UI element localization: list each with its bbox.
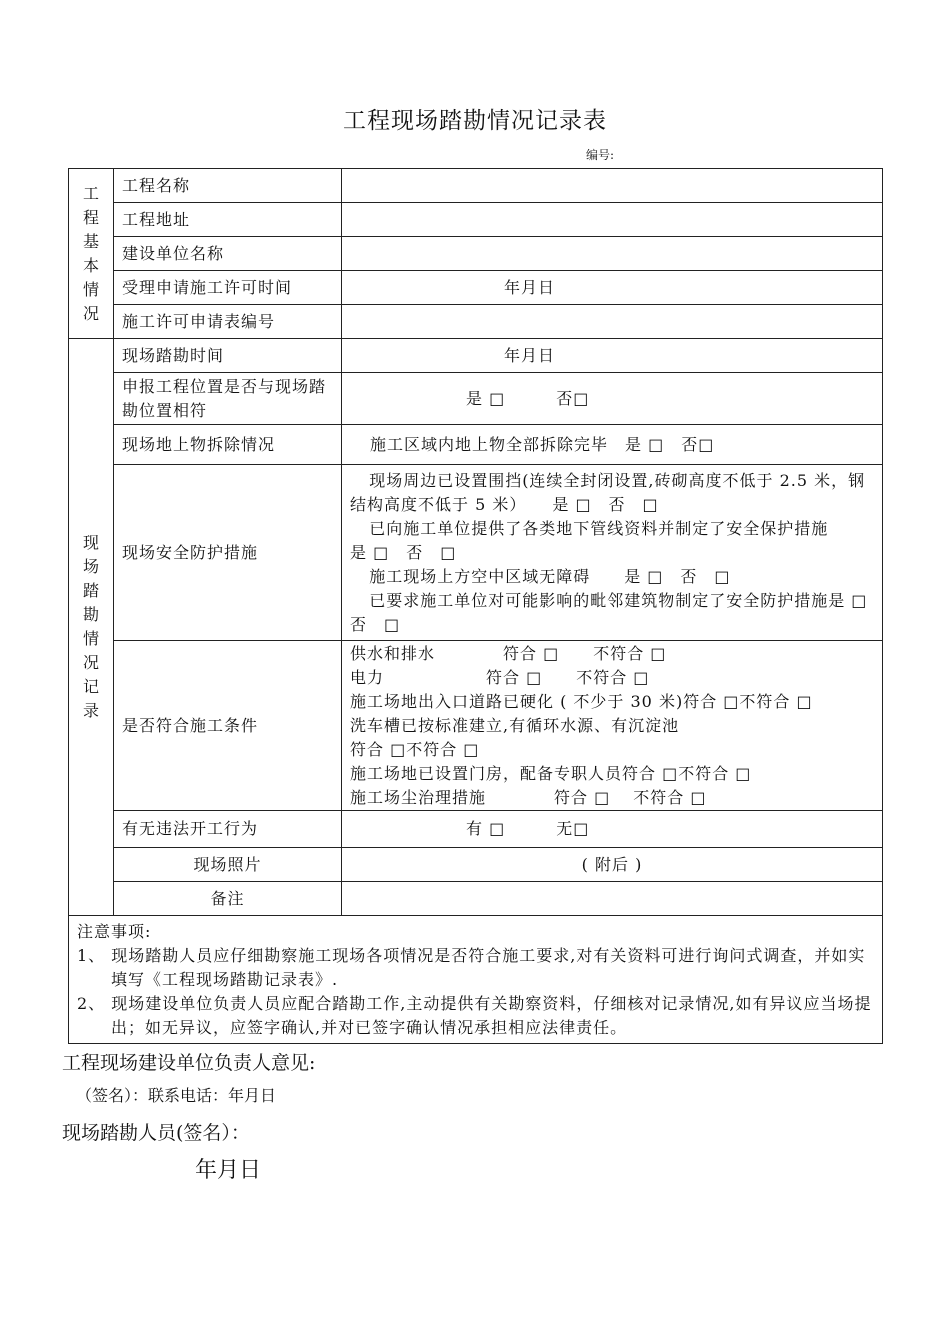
developer-opinion-label: 工程现场建设单位负责人意见: [62, 1052, 316, 1074]
value-project-address[interactable] [342, 203, 883, 237]
value-permit-accept-date[interactable]: 年月日 [342, 271, 883, 305]
note-item: 2、 现场建设单位负责人员应配合踏勘工作,主动提供有关勘察资料，仔细核对记录情况,如有异议应当场提出；如无异议，应签字确认,并对已签字确认情况承担相应法律责任。 [77, 993, 872, 1037]
value-location-match[interactable]: 是 □ 否□ [342, 373, 883, 425]
label-permit-app-number: 施工许可申请表编号 [114, 305, 342, 339]
note-item: 1、 现场踏勘人员应仔细勘察施工现场各项情况是否符合施工要求,对有关资料可进行询问式调查，并如实填写《工程现场踏勘记录表》. [77, 945, 866, 989]
form-title: 工程现场踏勘情况记录表 [343, 108, 607, 134]
condition-item: 电力 符合 □ 不符合 □ [350, 668, 650, 687]
value-safety-measures[interactable] [342, 465, 931, 641]
group-basic-info: 工程基本情况 [69, 169, 114, 339]
value-survey-date[interactable]: 年月日 [342, 339, 883, 373]
notes-section [69, 916, 883, 1044]
safety-item: 已要求施工单位对可能影响的毗邻建筑物制定了安全防护措施是 □ 否 □ [350, 590, 885, 634]
sign-contact-line: （签名）：联系电话：年月日 [76, 1086, 277, 1105]
safety-item: 现场周边已设置围挡(连续全封闭设置,砖砌高度不低于 2.5 米，钢结构高度不低于 5 米） 是 □ 否 □ [350, 470, 866, 514]
condition-item: 施工场地出入口道路已硬化 ( 不少于 30 米)符合 □不符合 □ [350, 692, 813, 711]
value-remarks[interactable] [342, 882, 883, 916]
label-project-name: 工程名称 [114, 169, 342, 203]
value-illegal-start[interactable]: 有 □ 无□ [342, 811, 883, 848]
condition-item: 施工场尘治理措施 符合 □ 不符合 □ [350, 788, 707, 807]
label-site-photos: 现场照片 [114, 848, 342, 882]
label-survey-date: 现场踏勘时间 [114, 339, 342, 373]
value-site-photos: ( 附后 ) [342, 848, 883, 882]
notes-heading: 注意事项: [77, 921, 152, 941]
safety-item: 施工现场上方空中区域无障碍 是 □ 否 □ [369, 566, 731, 586]
label-project-address: 工程地址 [114, 203, 342, 237]
doc-number-label: 编号: [586, 148, 615, 162]
value-developer-name[interactable] [342, 237, 883, 271]
survey-record-table [68, 168, 931, 1044]
group-survey-record: 现场踏勘情况记录 [69, 339, 114, 916]
surveyor-sign-label: 现场踏勘人员(签名）： [62, 1122, 250, 1144]
label-remarks: 备注 [114, 882, 342, 916]
value-permit-app-number[interactable] [342, 305, 883, 339]
label-permit-accept-date: 受理申请施工许可时间 [114, 271, 342, 305]
date-label: 年月日 [195, 1158, 262, 1183]
label-safety-measures: 现场安全防护措施 [114, 465, 342, 641]
label-illegal-start: 有无违法开工行为 [114, 811, 342, 848]
safety-item: 已向施工单位提供了各类地下管线资料并制定了安全保护措施 是 □ 否 □ [350, 518, 931, 562]
condition-item: 符合 □不符合 □ [350, 740, 480, 759]
condition-item: 施工场地已设置门房，配备专职人员符合 □不符合 □ [350, 764, 752, 783]
value-construction-conditions[interactable] [342, 641, 883, 811]
label-developer-name: 建设单位名称 [114, 237, 342, 271]
value-demolition-status[interactable]: 施工区域内地上物全部拆除完毕 是 □ 否□ [342, 425, 883, 465]
condition-item: 供水和排水 符合 □ 不符合 □ [350, 644, 667, 663]
label-location-match: 申报工程位置是否与现场踏勘位置相符 [114, 373, 342, 425]
condition-item: 洗车槽已按标准建立,有循环水源、有沉淀池 [350, 716, 680, 735]
label-construction-conditions: 是否符合施工条件 [114, 641, 342, 811]
label-demolition-status: 现场地上物拆除情况 [114, 425, 342, 465]
value-project-name[interactable] [342, 169, 883, 203]
